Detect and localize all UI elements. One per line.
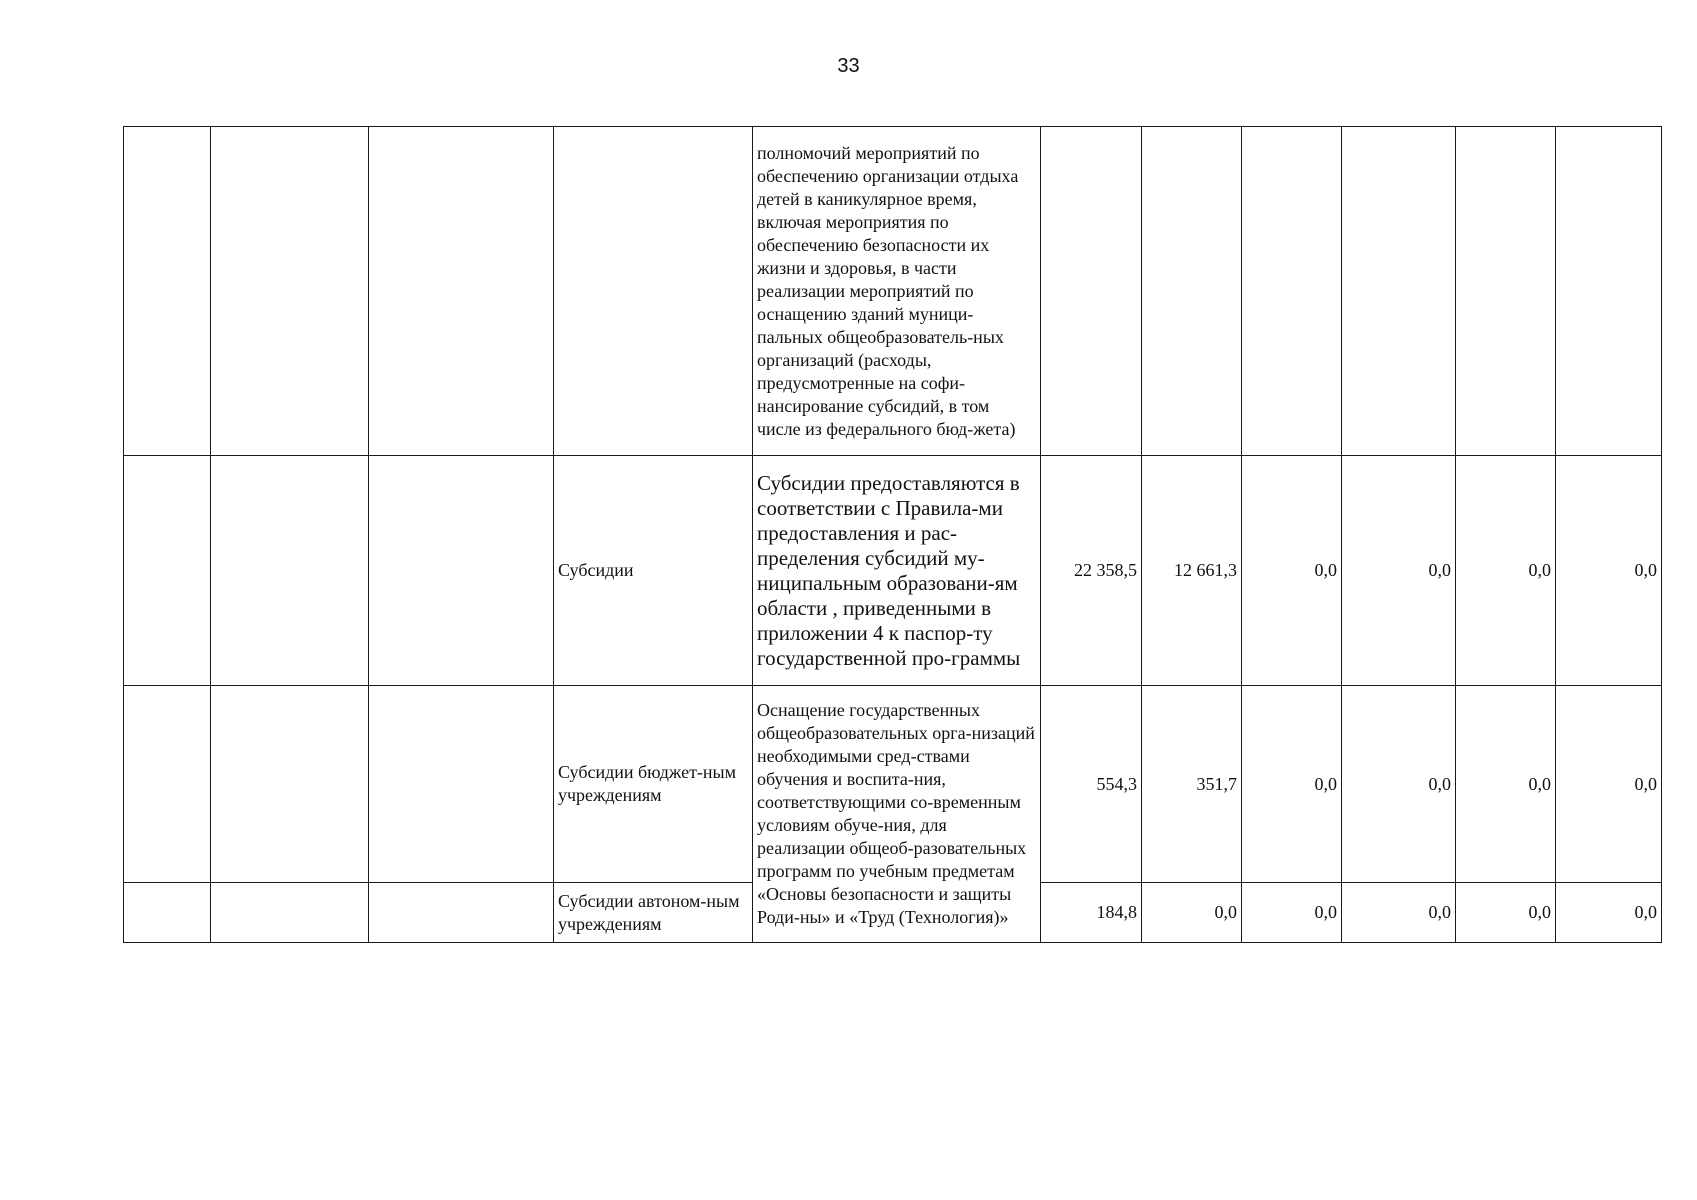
measure-description: Субсидии предоставляются в соответствии с Правила-ми предоставления и рас-пределения субсидий му-ниципальным образовани-ям области , приведенными в приложении 4 к паспор-ту государственной про-граммы — [753, 456, 1041, 686]
amount-cell: 0,0 — [1342, 883, 1456, 943]
table-row — [124, 686, 1662, 883]
table-cell — [369, 127, 554, 456]
expense-type-label — [554, 127, 753, 456]
amount-cell: 0,0 — [1556, 686, 1662, 883]
table-cell — [124, 686, 211, 883]
table-cell — [369, 456, 554, 686]
amount-cell — [1342, 127, 1456, 456]
amount-cell: 0,0 — [1456, 686, 1556, 883]
table-cell — [124, 127, 211, 456]
table-cell — [211, 456, 369, 686]
table-row — [124, 456, 1662, 686]
amount-cell: 0,0 — [1342, 686, 1456, 883]
amount-cell: 0,0 — [1556, 883, 1662, 943]
amount-cell — [1456, 127, 1556, 456]
amount-cell: 0,0 — [1456, 456, 1556, 686]
amount-cell: 0,0 — [1342, 456, 1456, 686]
expense-type-label: Субсидии бюджет-ным учреждениям — [554, 686, 753, 883]
amount-cell: 351,7 — [1142, 686, 1242, 883]
measure-description: Оснащение государственных общеобразовательных орга-низаций необходимыми сред-ствами обучения и воспита-ния, соответствующими со-временным условиям обуче-ния, для реализации общеоб-разовательных программ по учебным предметам «Основы безопасности и защиты Роди-ны» и «Труд (Технология)» — [753, 686, 1041, 943]
amount-cell: 0,0 — [1242, 883, 1342, 943]
page-number: 33 — [837, 55, 860, 77]
amount-cell: 0,0 — [1142, 883, 1242, 943]
expense-type-label: Субсидии автоном-ным учреждениям — [554, 883, 753, 943]
table-cell — [369, 686, 554, 883]
amount-cell: 12 661,3 — [1142, 456, 1242, 686]
amount-cell: 0,0 — [1242, 456, 1342, 686]
table-cell — [124, 456, 211, 686]
amount-cell — [1041, 127, 1142, 456]
amount-cell: 22 358,5 — [1041, 456, 1142, 686]
amount-cell: 184,8 — [1041, 883, 1142, 943]
measure-description: полномочий мероприятий по обеспечению организации отдыха детей в каникулярное время, включая мероприятия по обеспечению безопасности их жизни и здоровья, в части реализации мероприятий по оснащению зданий муници-пальных общеобразователь-ных организаций (расходы, предусмотренные на софи-нансирование субсидий, в том числе из федерального бюд-жета) — [753, 127, 1041, 456]
amount-cell — [1142, 127, 1242, 456]
table-row — [124, 127, 1662, 456]
amount-cell: 0,0 — [1456, 883, 1556, 943]
table-cell — [124, 883, 211, 943]
expense-type-label: Субсидии — [554, 456, 753, 686]
amount-cell: 0,0 — [1242, 686, 1342, 883]
amount-cell: 554,3 — [1041, 686, 1142, 883]
table-cell — [211, 686, 369, 883]
amount-cell — [1242, 127, 1342, 456]
budget-table — [123, 126, 1662, 943]
table-cell — [369, 883, 554, 943]
table-cell — [211, 883, 369, 943]
table-cell — [211, 127, 369, 456]
amount-cell: 0,0 — [1556, 456, 1662, 686]
amount-cell — [1556, 127, 1662, 456]
